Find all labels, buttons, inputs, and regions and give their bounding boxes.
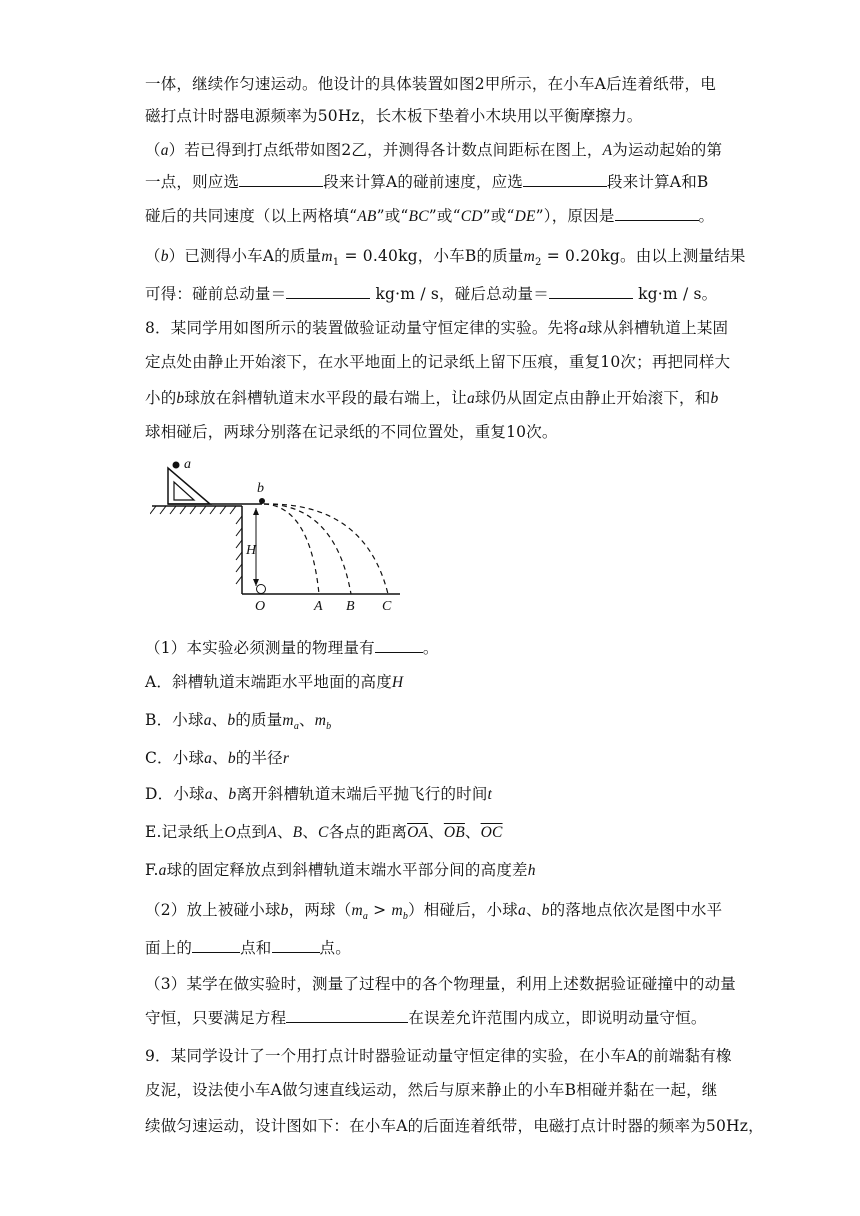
option-f: F.a球的固定释放点到斜槽轨道末端水平部分间的高度差h [145,861,536,879]
answer-blank[interactable] [272,938,320,953]
subquestion-3-line2: 守恒，只要满足方程 在误差允许范围内成立，即说明动量守恒。 [145,1009,707,1027]
option-b: B．小球a、b的质量$m_a$、$m_b$ [145,711,332,733]
answer-blank[interactable] [615,206,699,221]
option-e: E.记录纸上O点到A、B、C各点的距离$\overline{OA}$、$\overline{OB}$、$\overline{OC}$ [145,823,503,841]
subquestion-a-line2: 一点，则应选 段来计算A的碰前速度，应选 段来计算A和B [145,173,709,191]
svg-text:a: a [184,458,191,472]
svg-text:H: H [246,543,257,558]
subquestion-2-line1: （2）放上被碰小球b，两球$(m_a > m_b)$相碰后，小球a、b的落地点依次是图中水平 [145,901,723,923]
answer-blank[interactable] [549,284,633,299]
answer-blank[interactable] [286,1008,408,1023]
svg-text:C: C [382,599,392,614]
option-c: C．小球a、b的半径r [145,749,290,767]
experiment-diagram [150,458,410,618]
subquestion-b-line1: （b）已测得小车A的质量$m_1 = 0.40kg$，小车B的质量$m_2 = 0.20kg$。由以上测量结果 [145,247,746,269]
subquestion-a-line3: 碰后的共同速度（以上两格填“AB”或“BC”或“CD”或“DE”），原因是 。 [145,207,715,225]
option-d: D．小球a、b离开斜槽轨道末端后平抛飞行的时间t [145,785,493,803]
question-9-line1: 9．某同学设计了一个用打点计时器验证动量守恒定律的实验，在小车A的前端黏有橡 [145,1047,732,1065]
question-8-line4: 球相碰后，两球分别落在记录纸的不同位置处，重复10次。 [145,423,558,441]
subquestion-a-line1: （a）若已得到打点纸带如图2乙，并测得各计数点间距标在图上，A为运动起始的第 [145,141,723,159]
subquestion-b-line2: 可得：碰前总动量＝ kg·m / s，碰后总动量＝ kg·m / s。 [145,285,718,303]
text-line: 一体，继续作匀速运动。他设计的具体装置如图2甲所示，在小车A后连着纸带，电 [145,75,716,93]
answer-blank[interactable] [523,172,607,187]
answer-blank[interactable] [286,284,370,299]
answer-blank[interactable] [239,172,323,187]
subquestion-2-line2: 面上的 点和 点。 [145,939,351,957]
ball-b [259,498,265,504]
ball-a [173,462,180,469]
question-9-line3: 续做匀速运动，设计图如下：在小车A的后面连着纸带，电磁打点计时器的频率为50Hz， [145,1117,764,1135]
svg-text:b: b [257,481,264,496]
answer-blank[interactable] [192,938,240,953]
option-a: A．斜槽轨道末端距水平地面的高度H [145,673,404,691]
question-8-line1: 8．某同学用如图所示的装置做验证动量守恒定律的实验。先将a球从斜槽轨道上某固 [145,319,729,337]
subquestion-3-line1: （3）某学在做实验时，测量了过程中的各个物理量，利用上述数据验证碰撞中的动量 [145,975,736,993]
question-8-line2: 定点处由静止开始滚下，在水平地面上的记录纸上留下压痕，重复10次；再把同样大 [145,353,731,371]
svg-text:O: O [255,599,266,614]
text-line: 磁打点计时器电源频率为50Hz，长木板下垫着小木块用以平衡摩擦力。 [145,107,643,125]
subquestion-1: （1）本实验必须测量的物理量有 。 [145,639,439,657]
svg-text:B: B [346,599,355,614]
question-8-line3: 小的b球放在斜槽轨道末水平段的最右端上，让a球仍从固定点由静止开始滚下，和b [145,389,719,407]
question-9-line2: 皮泥，设法使小车A做匀速直线运动，然后与原来静止的小车B相碰并黏在一起，继 [145,1081,718,1099]
answer-blank[interactable] [375,638,423,653]
svg-text:A: A [314,599,323,614]
